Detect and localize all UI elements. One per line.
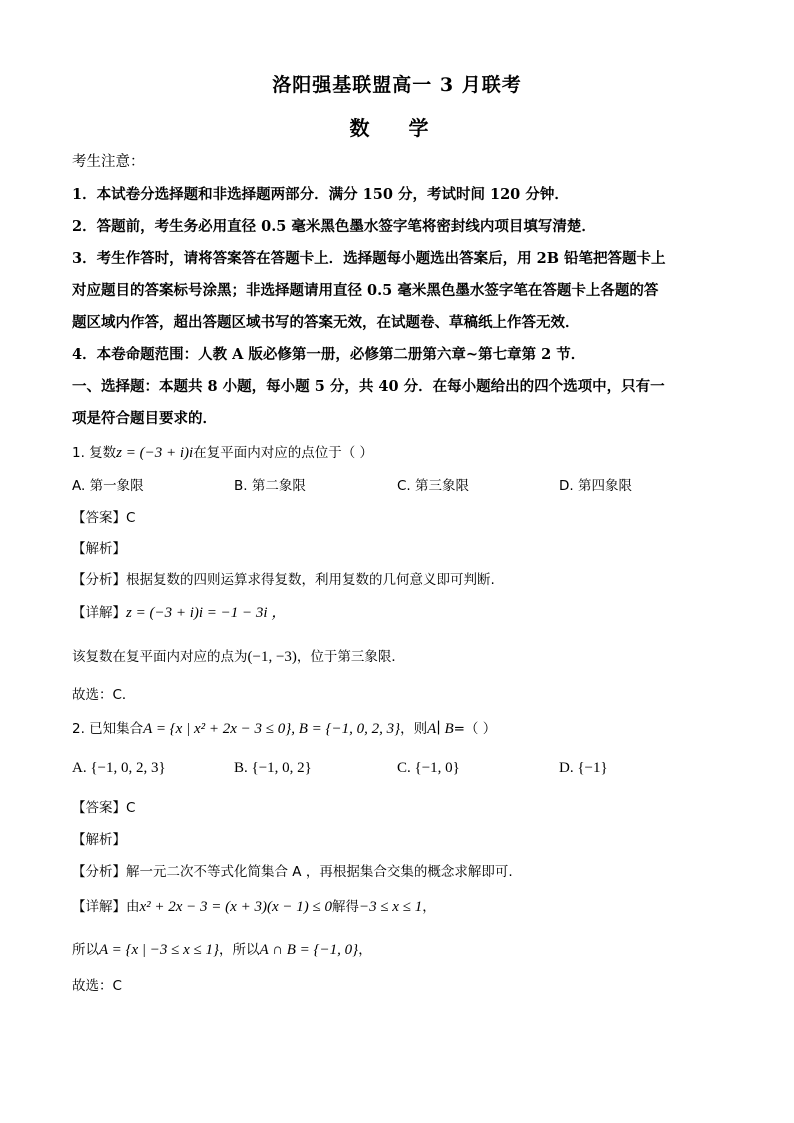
conclusion-line: 故选：C [72,978,122,994]
option-b [234,760,312,777]
detail-label: 【详解】 [72,605,126,621]
solution-heading: 【解析】 [72,541,126,557]
question-2 [72,717,496,738]
answer-line: 【答案】C [72,800,136,816]
note-item: 4．本卷命题范围：人教 A 版必修第一册，必修第二册第六章~第七章第 2 节． [72,346,586,363]
detail-expression-2: −3 ≤ x ≤ 1 [358,899,423,915]
question-tail-expression: A∣ B [427,721,454,737]
section-heading-cont: 项是符合题目要求的． [72,410,217,427]
section-heading: 一、选择题：本题共 8 小题，每小题 5 分，共 40 分．在每小题给出的四个选项中，只有一 [72,378,665,395]
detail-line [72,601,286,622]
so-mid: ，所以 [219,942,260,958]
option-c: C. 第三象限 [397,478,470,494]
analysis-line: 【分析】解一元二次不等式化简集合 A ，再根据集合交集的概念求解即可. [72,864,513,880]
question-tail: ，则 [400,721,428,737]
detail-mid: 解得 [331,899,359,915]
option-a: A. 第一象限 [72,478,144,494]
question-expression: z = (−3 + i)i [116,445,194,461]
detail-expression: z = (−3 + i)i = −1 − 3i ， [126,605,287,621]
question-expression: A = {x | x² + 2x − 3 ≤ 0}, B = {−1, 0, 2, 3} [143,721,401,737]
option-b: B. 第二象限 [234,478,306,494]
note-item: 题区域内作答，超出答题区域书写的答案无效，在试题卷、草稿纸上作答无效． [72,314,580,331]
point-text: 该复数在复平面内对应的点为 [72,649,248,665]
solution-heading: 【解析】 [72,832,126,848]
so-pre: 所以 [72,942,99,958]
detail-expression: x² + 2x − 3 = (x + 3)(x − 1) ≤ 0 [139,899,332,915]
note-item: 3．考生作答时，请将答案答在答题卡上．选择题每小题选出答案后，用 2B 铅笔把答题卡上 [72,250,666,267]
detail-line [72,895,436,916]
question-number: 2. 已知集合 [72,721,144,737]
question-tail: 在复平面内对应的点位于（ ） [193,445,373,461]
option-b-text: B. {−1, 0, 2} [234,760,312,776]
subject-title: 数 学 [349,116,445,140]
question-1 [72,441,373,462]
note-item: 对应题目的答案标号涂黑；非选择题请用直径 0.5 毫米黑色墨水签字笔在答题卡上各题的答 [72,282,659,299]
point-expression: (−1, −3) [247,649,297,665]
detail-end: ， [422,899,436,915]
note-item: 2．答题前，考生务必用直径 0.5 毫米黑色墨水签字笔将密封线内项目填写清楚． [72,218,596,235]
notes-heading: 考生注意： [72,154,145,170]
detail-label: 【详解】由 [72,899,140,915]
option-c-text: C. {−1, 0} [397,760,460,776]
question-number: 1. 复数 [72,445,117,461]
so-end: ， [358,942,372,958]
exam-title: 洛阳强基联盟高一 3 月联考 [272,74,522,96]
option-a-text: A. {−1, 0, 2, 3} [72,760,166,776]
so-expression: A = {x | −3 ≤ x ≤ 1} [99,942,220,958]
so-expression-2: A ∩ B = {−1, 0} [259,942,359,958]
answer-line: 【答案】C [72,510,136,526]
so-line [72,938,372,959]
option-d-text: D. {−1} [559,760,608,776]
question-tail-end: =（ ） [453,721,497,737]
option-d [559,760,608,777]
option-d: D. 第四象限 [559,478,632,494]
analysis-line: 【分析】根据复数的四则运算求得复数，利用复数的几何意义即可判断. [72,572,495,588]
note-item: 1．本试卷分选择题和非选择题两部分．满分 150 分，考试时间 120 分钟． [72,186,569,203]
point-text-end: ，位于第三象限． [296,649,405,665]
conclusion-line: 故选：C． [72,687,136,703]
option-c [397,760,460,777]
option-a [72,760,166,777]
point-line [72,645,405,666]
